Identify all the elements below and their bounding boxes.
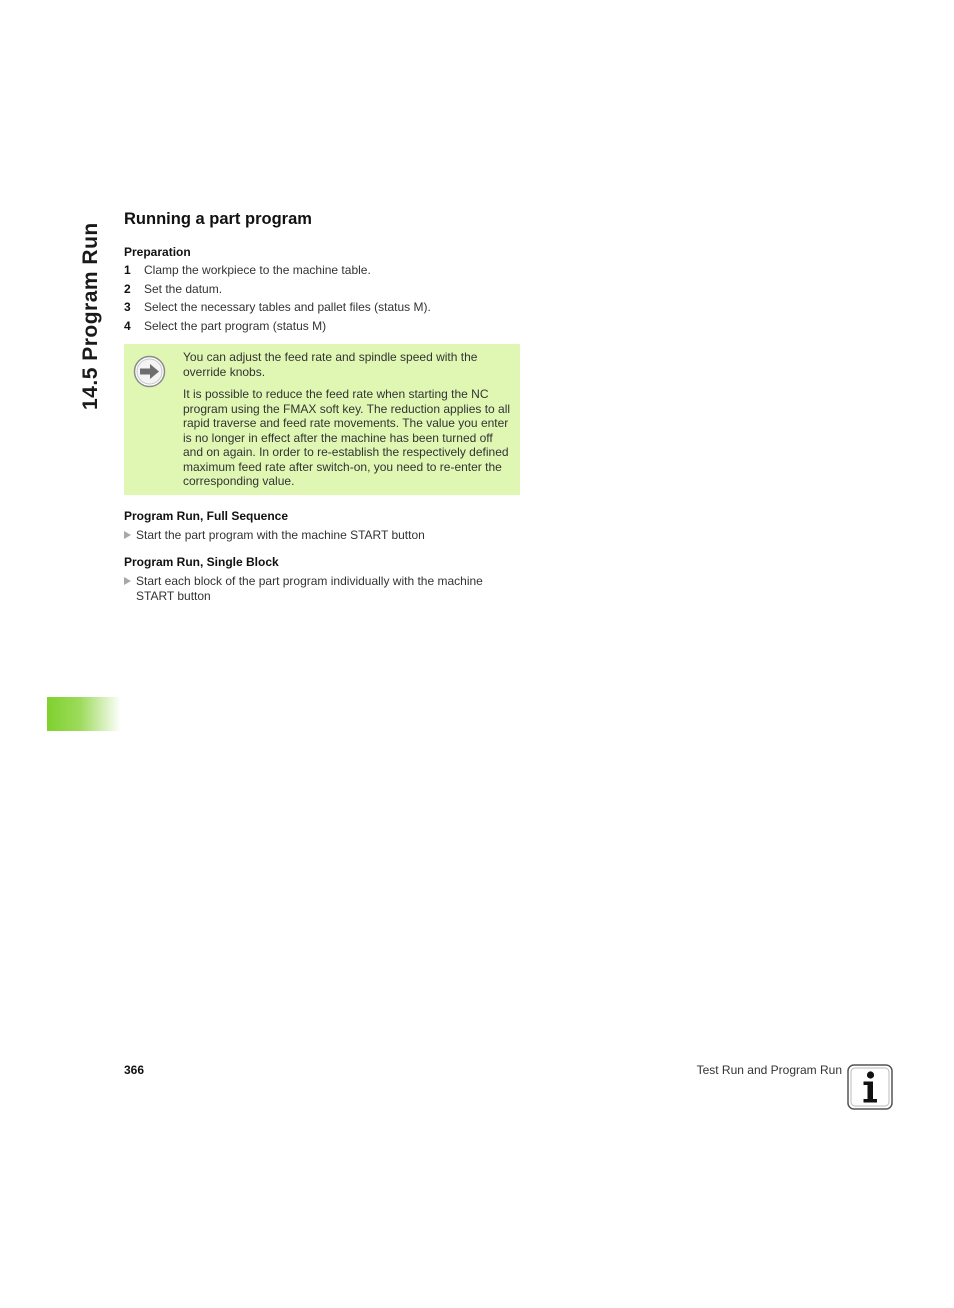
section-title: Running a part program [124, 210, 312, 228]
info-icon [847, 1064, 893, 1110]
step-item [124, 282, 431, 301]
preparation-heading: Preparation [124, 245, 191, 259]
step-text: Set the datum. [144, 281, 223, 296]
note-text [183, 350, 513, 497]
page-number: 366 [124, 1063, 145, 1077]
step-text: Clamp the workpiece to the machine table. [144, 263, 371, 277]
step-number: 2 [124, 281, 131, 296]
full-sequence-heading: Program Run, Full Sequence [124, 509, 289, 523]
step-number: 1 [124, 263, 131, 277]
list-item [124, 528, 524, 543]
step-text: Select the part program (status M) [144, 319, 327, 334]
note-box [124, 344, 520, 495]
step-number: 3 [124, 300, 131, 315]
bullet-text: Start the part program with the machine START button [136, 528, 425, 542]
footer-chapter-title: Test Run and Program Run [696, 1063, 842, 1077]
bullet-text: Start each block of the part program individually with the machine START button [136, 574, 483, 603]
step-number: 4 [124, 319, 131, 334]
preparation-steps [124, 263, 431, 338]
step-item [124, 319, 431, 338]
single-block-heading: Program Run, Single Block [124, 555, 279, 569]
step-text: Select the necessary tables and pallet files (status M). [144, 300, 431, 315]
chapter-section-title: 14.5 Program Run [79, 222, 102, 410]
list-item [124, 574, 524, 603]
note-paragraph: It is possible to reduce the feed rate when starting the NC program using the FMAX soft key. The reduction applies to all rapid traverse and feed rate movements. The value you enter is no longer in effect after the machine has been turned off and on again. In order to re-establish the respectively defined maximum feed rate after switch-on, you need to re-enter the corresponding value. [183, 387, 511, 488]
chapter-tab-marker [47, 697, 121, 731]
bullet-triangle-icon [124, 528, 136, 543]
bullet-triangle-icon [124, 574, 136, 603]
arrow-right-icon [133, 355, 166, 388]
step-item [124, 300, 431, 319]
step-item [124, 263, 431, 282]
note-paragraph: You can adjust the feed rate and spindle speed with the override knobs. [183, 350, 478, 379]
